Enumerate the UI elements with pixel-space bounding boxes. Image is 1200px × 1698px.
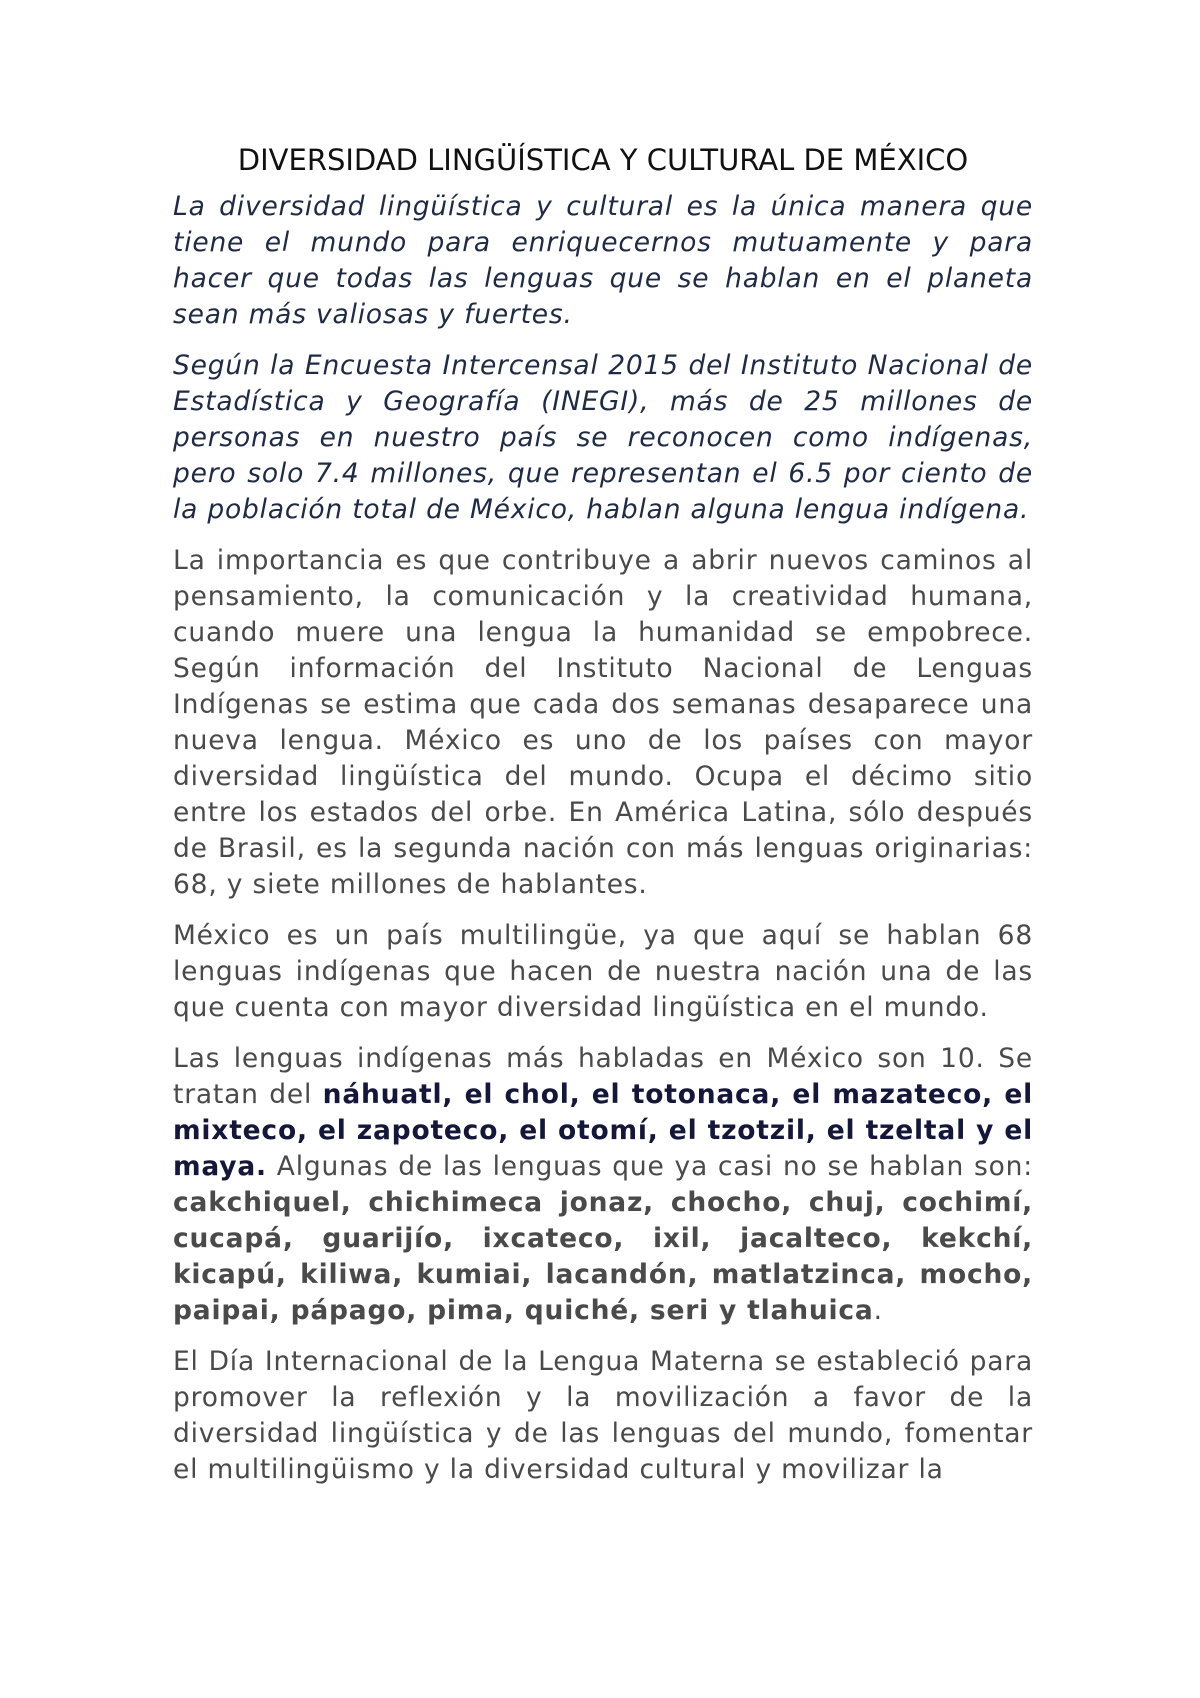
endangered-languages-list: cakchiquel, chichimeca jonaz, chocho, chuj, cochimí, cucapá, guarijío, ixcateco, ixil, jacalteco, kekchí, kicapú, kiliwa, kumiai, lacandón, matlatzinca, mocho, paipai, pápago, pima, quiché, seri y tlahuica: [173, 1187, 1033, 1326]
languages-end-text: .: [873, 1295, 883, 1326]
languages-intro-text: Las lenguas indígenas más habladas en México son 10. Se tratan del: [173, 1043, 1033, 1110]
document-title: DIVERSIDAD LINGÜÍSTICA Y CULTURAL DE MÉXICO: [237, 143, 969, 177]
paragraph-mother-language-day: El Día Internacional de la Lengua Materna se estableció para promover la reflexión y la movilización a favor de la diversidad lingüística y de las lenguas del mundo, fomentar el multilingüismo y la diversidad cultural y movilizar la: [173, 1346, 1033, 1485]
languages-middle-text: Algunas de las lenguas que ya casi no se hablan son:: [266, 1151, 1033, 1182]
paragraph-intro: La diversidad lingüística y cultural es la única manera que tiene el mundo para enriquecernos mutuamente y para hacer que todas las lenguas que se hablan en el planeta sean más valiosas y fuertes.: [173, 191, 1033, 330]
paragraph-importance: La importancia es que contribuye a abrir nuevos caminos al pensamiento, la comunicación y la creatividad humana, cuando muere una lengua la humanidad se empobrece. Según información del Instituto Nacional de Lenguas Indígenas se estima que cada dos semanas desaparece una nueva lengua. México es uno de los países con mayor diversidad lingüística del mundo. Ocupa el décimo sitio entre los estados del orbe. En América Latina, sólo después de Brasil, es la segunda nación con más lenguas originarias: 68, y siete millones de hablantes.: [173, 545, 1033, 900]
paragraph-languages: [173, 1041, 1033, 1329]
paragraph-multilingual: México es un país multilingüe, ya que aquí se hablan 68 lenguas indígenas que hacen de nuestra nación una de las que cuenta con mayor diversidad lingüística en el mundo.: [173, 920, 1033, 1023]
most-spoken-languages-list: náhuatl, el chol, el totonaca, el mazateco, el mixteco, el zapoteco, el otomí, el tzotzil, el tzeltal y el maya.: [173, 1079, 1033, 1182]
document-body: [173, 140, 1033, 1503]
paragraph-inegi-statistics: Según la Encuesta Intercensal 2015 del Instituto Nacional de Estadística y Geografía (INEGI), más de 25 millones de personas en nuestro país se reconocen como indígenas, pero solo 7.4 millones, que representan el 6.5 por ciento de la población total de México, hablan alguna lengua indígena.: [173, 350, 1033, 525]
